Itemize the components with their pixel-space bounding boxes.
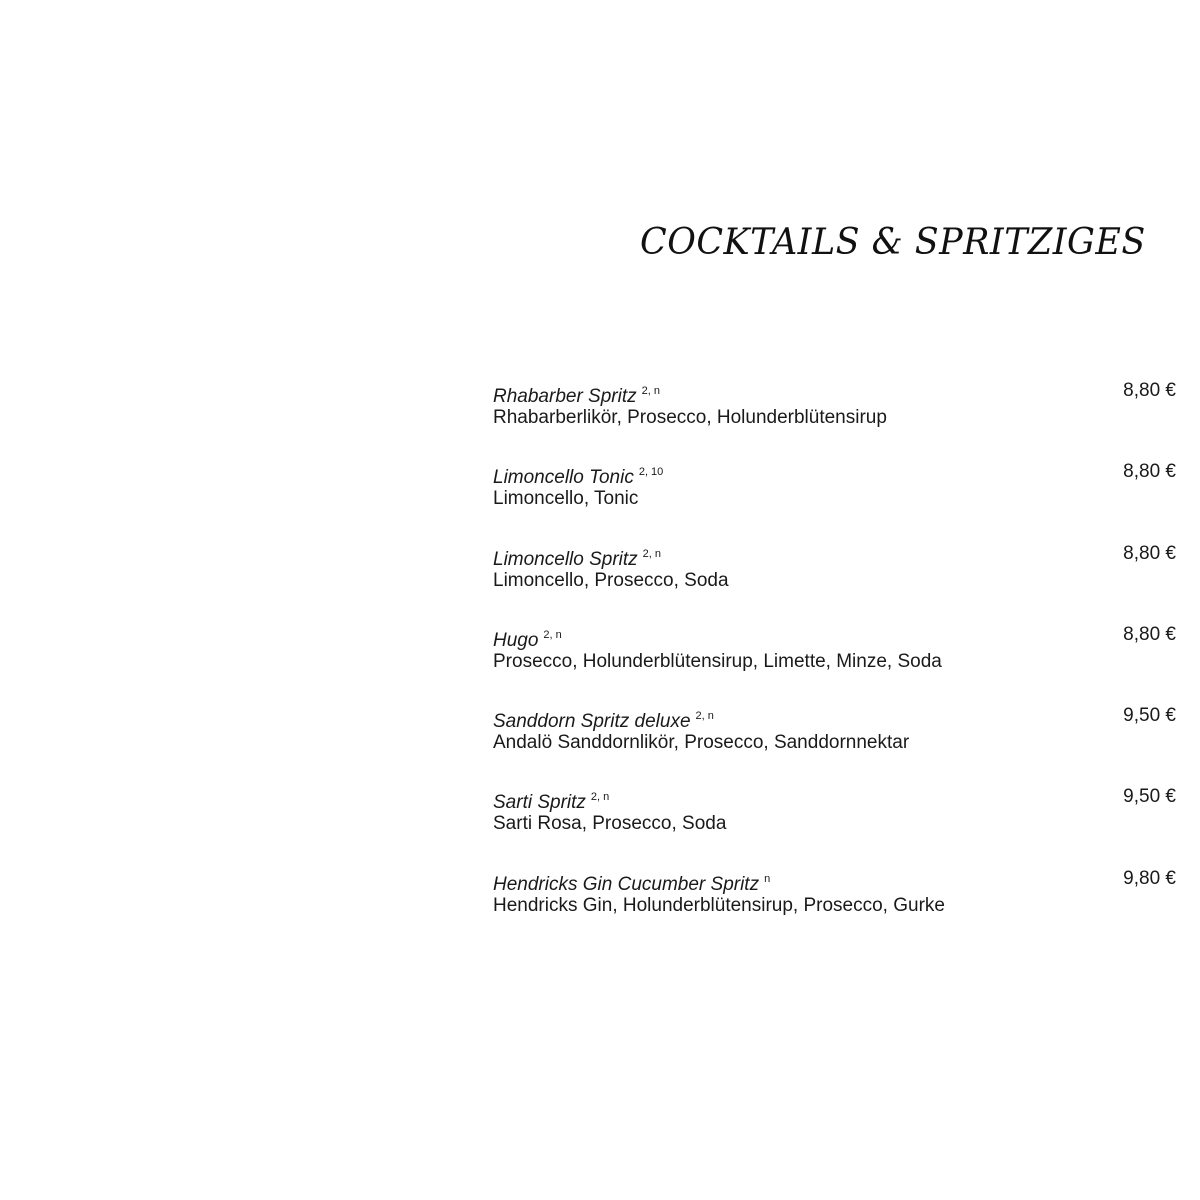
menu-list — [493, 377, 1183, 946]
item-name: Rhabarber Spritz — [493, 386, 637, 407]
item-allergens: 2, 10 — [638, 466, 664, 479]
menu-item — [493, 540, 1183, 621]
menu-title: COCKTAILS & SPRITZIGES — [640, 222, 1146, 263]
menu-item — [493, 702, 1183, 783]
item-description: Hendricks Gin, Holunderblütensirup, Prosecco, Gurke — [493, 894, 945, 916]
item-price: 9,50 € — [1123, 705, 1176, 727]
item-price: 8,80 € — [1123, 542, 1176, 564]
item-allergens: 2, n — [641, 385, 660, 397]
item-name: Hendricks Gin Cucumber Spritz — [493, 873, 760, 895]
item-description: Rhabarberlikör, Prosecco, Holunderblütensirup — [493, 407, 887, 428]
item-name: Sanddorn Spritz deluxe — [493, 711, 691, 733]
item-allergens: 2, n — [543, 628, 562, 641]
item-price: 9,50 € — [1123, 786, 1176, 808]
item-name: Sarti Spritz — [493, 792, 586, 814]
item-allergens: n — [764, 872, 771, 885]
item-price: 9,80 € — [1123, 867, 1176, 889]
item-description: Andalö Sanddornlikör, Prosecco, Sanddornnektar — [493, 732, 910, 754]
item-allergens: 2, n — [642, 547, 662, 560]
item-price: 8,80 € — [1123, 623, 1176, 645]
item-name: Hugo — [493, 629, 539, 651]
item-price: 8,80 € — [1123, 380, 1176, 401]
item-description: Limoncello, Prosecco, Soda — [493, 569, 729, 591]
item-allergens: 2, n — [590, 791, 610, 804]
menu-item — [493, 458, 1183, 539]
menu-item — [493, 377, 1183, 458]
item-name: Limoncello Spritz — [493, 548, 638, 570]
item-name: Limoncello Tonic — [493, 467, 634, 489]
item-description: Sarti Rosa, Prosecco, Soda — [493, 813, 727, 835]
item-allergens: 2, n — [695, 710, 714, 723]
item-description: Limoncello, Tonic — [493, 488, 639, 510]
menu-item — [493, 621, 1183, 702]
menu-item — [493, 865, 1183, 946]
menu-item — [493, 783, 1183, 864]
item-price: 8,80 € — [1123, 461, 1176, 483]
item-description: Prosecco, Holunderblütensirup, Limette, Minze, Soda — [493, 650, 942, 672]
